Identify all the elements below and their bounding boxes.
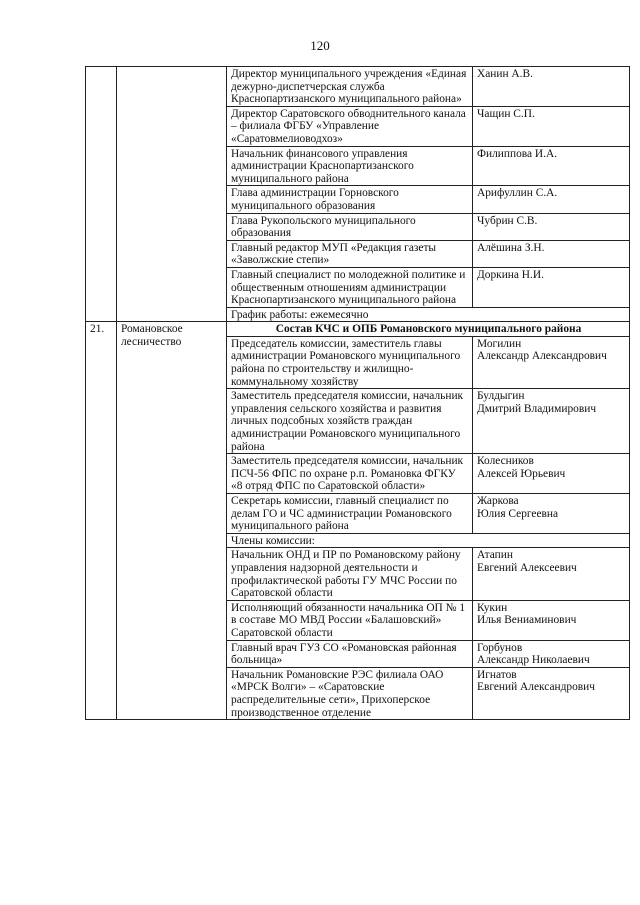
person-cell: [473, 106, 630, 146]
section-number: 21.: [86, 322, 117, 720]
person-cell: [473, 548, 630, 600]
position-cell: Глава администрации Горновского муниципального образования: [227, 186, 473, 213]
table-row: [86, 67, 630, 107]
person-name: Евгений Александрович: [477, 681, 595, 694]
page-number: 120: [310, 38, 330, 53]
person-name: Булдыгин: [477, 390, 525, 403]
position-cell: Главный редактор МУП «Редакция газеты «Заволжские степи»: [227, 240, 473, 267]
person-name: Дмитрий Владимирович: [477, 402, 597, 415]
position-cell: Начальник Романовские РЭС филиала ОАО «МРСК Волги» – «Саратовские распределительные сети», Прихоперское производственное отделение: [227, 667, 473, 719]
person-cell: [473, 454, 630, 494]
person-name: Алексей Юрьевич: [477, 467, 566, 480]
position-cell: Председатель комиссии, заместитель главы администрации Романовского муниципального района по строительству и жилищно-коммунальному хозяйству: [227, 336, 473, 388]
person-name: Игнатов: [477, 668, 517, 681]
position-cell: Директор муниципального учреждения «Единая дежурно-диспетчерская служба Краснопартизанского муниципального района»: [227, 67, 473, 107]
person-cell: [473, 213, 630, 240]
members-label: Члены комиссии:: [227, 533, 630, 548]
person-cell: [473, 240, 630, 267]
person-name: Александр Николаевич: [477, 654, 590, 667]
person-name: Евгений Алексеевич: [477, 561, 577, 574]
position-cell: Начальник ОНД и ПР по Романовскому району управления надзорной деятельности и профилактической работы ГУ МЧС России по Саратовской области: [227, 548, 473, 600]
position-cell: Заместитель председателя комиссии, начальник ПСЧ-56 ФПС по охране р.п. Романовка ФГКУ «8 отряд ФПС по Саратовской области»: [227, 454, 473, 494]
location-cell: [117, 67, 227, 322]
position-cell: Начальник финансового управления администрации Краснопартизанского муниципального района: [227, 146, 473, 186]
section-location: Романовское лесничество: [117, 322, 227, 720]
person-cell: [473, 600, 630, 640]
person-cell: [473, 67, 630, 107]
person-name: Чащин С.П.: [477, 107, 535, 120]
position-cell: Заместитель председателя комиссии, начальник управления сельского хозяйства и развития личных подсобных хозяйств граждан администрации Романовского муниципального района: [227, 389, 473, 454]
person-cell: [473, 640, 630, 667]
section-heading: Состав КЧС и ОПБ Романовского муниципального района: [227, 322, 630, 337]
person-name: Атапин: [477, 549, 513, 562]
position-cell: Главный врач ГУЗ СО «Романовская районная больница»: [227, 640, 473, 667]
person-cell: [473, 267, 630, 307]
person-name: Арифуллин С.А.: [477, 187, 558, 200]
person-name: Илья Вениаминович: [477, 614, 577, 627]
person-name: Кукин: [477, 601, 508, 614]
position-cell: Директор Саратовского обводнительного канала – филиала ФГБУ «Управление «Саратовмелиоводхоз»: [227, 106, 473, 146]
person-name: Доркина Н.И.: [477, 268, 544, 281]
position-cell: Секретарь комиссии, главный специалист по делам ГО и ЧС администрации Романовского муниципального района: [227, 494, 473, 534]
person-name: Колесников: [477, 455, 534, 468]
position-cell: Глава Рукопольского муниципального образования: [227, 213, 473, 240]
person-cell: [473, 494, 630, 534]
person-cell: [473, 667, 630, 719]
person-cell: [473, 336, 630, 388]
table-row: [86, 322, 630, 337]
person-cell: [473, 186, 630, 213]
commission-table: [85, 66, 630, 720]
person-name: Юлия Сергеевна: [477, 507, 559, 520]
person-cell: [473, 146, 630, 186]
person-name: Ханин А.В.: [477, 68, 533, 80]
person-cell: [473, 389, 630, 454]
schedule-cell: График работы: ежемесячно: [227, 307, 630, 322]
position-cell: Исполняющий обязанности начальника ОП № 1 в составе МО МВД России «Балашовский» Саратовской области: [227, 600, 473, 640]
person-name: Филиппова И.А.: [477, 147, 558, 160]
number-cell: [86, 67, 117, 322]
person-name: Горбунов: [477, 641, 523, 654]
person-name: Могилин: [477, 337, 522, 350]
person-name: Чубрин С.В.: [477, 214, 538, 227]
position-cell: Главный специалист по молодежной политике и общественным отношениям администрации Краснопартизанского муниципального района: [227, 267, 473, 307]
person-name: Алёшина З.Н.: [477, 241, 545, 254]
person-name: Александр Александрович: [477, 350, 607, 363]
person-name: Жаркова: [477, 495, 519, 507]
